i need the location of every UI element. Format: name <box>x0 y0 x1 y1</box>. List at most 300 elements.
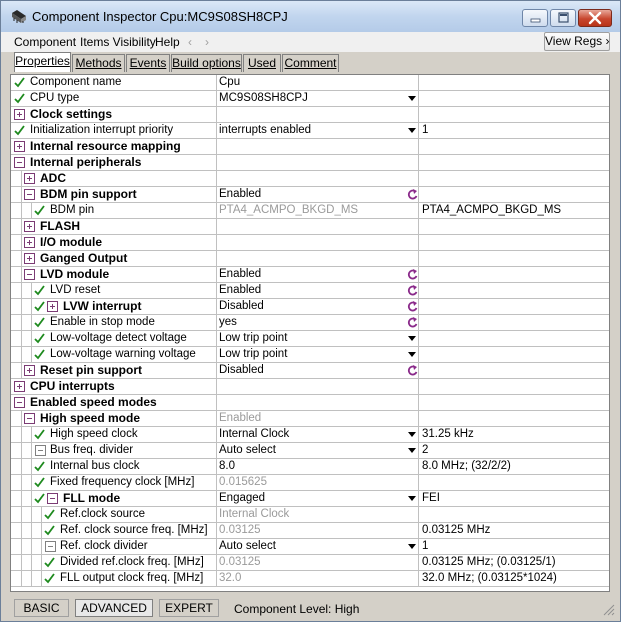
property-detail <box>422 299 607 314</box>
property-row[interactable] <box>11 107 609 123</box>
close-button[interactable] <box>578 9 612 27</box>
property-detail <box>422 267 607 282</box>
column-divider <box>216 299 217 314</box>
property-name: Ref.clock source <box>60 508 146 520</box>
property-row[interactable] <box>11 459 609 475</box>
property-row[interactable] <box>11 171 609 187</box>
property-name: CPU interrupts <box>30 379 115 393</box>
column-divider <box>216 331 217 346</box>
menu-component[interactable]: Component <box>14 35 77 49</box>
property-detail: 2 <box>422 444 429 456</box>
property-detail: 1 <box>422 124 429 136</box>
dropdown-arrow-icon[interactable] <box>407 445 417 456</box>
property-name: LVW interrupt <box>63 299 142 313</box>
checkmark-icon <box>34 285 45 296</box>
column-divider <box>418 203 419 218</box>
property-row[interactable] <box>11 555 609 571</box>
collapse-minus-icon[interactable] <box>14 157 25 168</box>
property-value[interactable]: Disabled <box>219 364 264 376</box>
tree-guide-line <box>31 283 32 299</box>
property-row[interactable] <box>11 267 609 283</box>
property-name: BDM pin support <box>40 187 137 201</box>
property-name: Component name <box>30 76 122 88</box>
basic-level-button[interactable]: BASIC <box>14 599 69 617</box>
column-divider <box>216 571 217 586</box>
property-detail: 31.25 kHz <box>422 428 474 440</box>
property-value[interactable] <box>219 171 415 186</box>
property-value[interactable]: 8.0 <box>219 460 235 472</box>
property-row[interactable] <box>11 427 609 443</box>
expand-plus-icon[interactable] <box>24 237 35 248</box>
window-title: Component Inspector Cpu:MC9S08SH8CPJ <box>32 9 288 24</box>
minimize-icon <box>523 10 547 26</box>
property-row[interactable] <box>11 571 609 587</box>
component-level-text: Component Level: High <box>234 602 360 616</box>
property-row[interactable] <box>11 75 609 91</box>
expand-plus-icon[interactable] <box>14 141 25 152</box>
property-name: FLL mode <box>63 491 121 505</box>
property-name: FLL output clock freq. [MHz] <box>60 572 204 584</box>
expert-level-button[interactable]: EXPERT <box>159 599 219 617</box>
column-divider <box>216 507 217 522</box>
column-divider <box>418 171 419 186</box>
forward-arrow-icon[interactable]: › <box>205 35 209 49</box>
column-divider <box>418 443 419 458</box>
tree-guide-line <box>21 251 22 267</box>
tab-comment[interactable] <box>282 54 339 72</box>
dropdown-arrow-icon[interactable] <box>407 429 417 440</box>
tree-guide-line <box>31 299 32 315</box>
property-row[interactable] <box>11 123 609 139</box>
checkmark-icon <box>34 333 45 344</box>
property-name: Internal resource mapping <box>30 139 181 153</box>
expand-plus-icon[interactable] <box>24 253 35 264</box>
dropdown-arrow-icon[interactable] <box>407 541 417 552</box>
property-detail <box>422 379 607 394</box>
column-divider <box>216 555 217 570</box>
checkmark-icon <box>34 461 45 472</box>
tree-guide-line <box>31 571 32 587</box>
column-divider <box>418 283 419 298</box>
view-regs-button[interactable]: View Regs › <box>544 32 610 51</box>
property-row[interactable] <box>11 235 609 251</box>
column-divider <box>216 171 217 186</box>
tree-guide-line <box>21 523 22 539</box>
collapse-minus-icon[interactable] <box>24 189 35 200</box>
column-divider <box>216 395 217 410</box>
property-name: Clock settings <box>30 107 113 121</box>
column-divider <box>418 491 419 506</box>
property-detail <box>422 363 607 378</box>
column-divider <box>216 379 217 394</box>
property-row[interactable] <box>11 251 609 267</box>
column-divider <box>418 139 419 154</box>
property-value[interactable]: Disabled <box>219 300 264 312</box>
property-name: FLASH <box>40 219 80 233</box>
tree-guide-line <box>31 443 32 459</box>
column-divider <box>418 507 419 522</box>
property-name: I/O module <box>40 235 103 249</box>
property-name: Internal peripherals <box>30 155 142 169</box>
column-divider <box>418 107 419 122</box>
column-divider <box>418 91 419 106</box>
close-icon <box>579 10 611 26</box>
tree-guide-line <box>21 507 22 523</box>
collapsed-box-icon <box>35 445 46 456</box>
tree-guide-line <box>21 267 22 283</box>
property-value[interactable] <box>219 395 415 410</box>
tab-methods[interactable] <box>72 54 125 72</box>
property-row[interactable] <box>11 411 609 427</box>
tree-guide-line <box>31 331 32 347</box>
tree-guide-line <box>21 299 22 315</box>
tree-guide-line <box>21 459 22 475</box>
property-value: Enabled <box>219 412 262 424</box>
column-divider <box>418 539 419 554</box>
property-detail <box>422 475 607 490</box>
dropdown-arrow-icon[interactable] <box>407 349 417 360</box>
tree-guide-line <box>41 507 42 523</box>
property-name: LVD reset <box>50 284 101 296</box>
expand-plus-icon[interactable] <box>14 381 25 392</box>
property-detail: 0.03125 MHz <box>422 524 491 536</box>
expand-plus-icon[interactable] <box>47 301 58 312</box>
property-row[interactable] <box>11 395 609 411</box>
column-divider <box>216 475 217 490</box>
property-detail <box>422 315 607 330</box>
column-divider <box>418 187 419 202</box>
tree-guide-line <box>41 539 42 555</box>
title-bar[interactable] <box>1 1 620 33</box>
property-row[interactable] <box>11 331 609 347</box>
property-name: ADC <box>40 171 66 185</box>
property-name: LVD module <box>40 267 110 281</box>
tree-guide-line <box>21 443 22 459</box>
column-divider <box>418 123 419 138</box>
property-row[interactable] <box>11 379 609 395</box>
tree-guide-line <box>21 315 22 331</box>
property-detail: 1 <box>422 540 429 552</box>
property-row[interactable] <box>11 475 609 491</box>
collapse-minus-icon[interactable] <box>47 493 58 504</box>
column-divider <box>418 315 419 330</box>
column-divider <box>418 555 419 570</box>
property-detail <box>422 411 607 426</box>
checkmark-icon <box>34 349 45 360</box>
property-name: Bus freq. divider <box>50 444 134 456</box>
tree-guide-line <box>21 171 22 187</box>
column-divider <box>216 491 217 506</box>
column-divider <box>418 379 419 394</box>
property-detail <box>422 507 607 522</box>
property-value: Internal Clock <box>219 508 290 520</box>
column-divider <box>418 411 419 426</box>
collapsed-box-icon <box>45 541 56 552</box>
column-divider <box>418 427 419 442</box>
column-divider <box>216 251 217 266</box>
property-name: Low-voltage warning voltage <box>50 348 196 360</box>
property-value[interactable] <box>219 139 415 154</box>
dropdown-arrow-icon[interactable] <box>407 93 417 104</box>
tree-guide-line <box>41 523 42 539</box>
column-divider <box>418 523 419 538</box>
menu-help[interactable]: Help <box>155 35 180 49</box>
property-row[interactable] <box>11 187 609 203</box>
tree-guide-line <box>21 203 22 219</box>
property-value[interactable]: Low trip point <box>219 348 288 360</box>
column-divider <box>216 107 217 122</box>
property-value: 32.0 <box>219 572 242 584</box>
tree-guide-line <box>21 491 22 507</box>
column-divider <box>418 235 419 250</box>
dropdown-arrow-icon[interactable] <box>407 493 417 504</box>
tab-label: Events <box>129 56 167 70</box>
tree-guide-line <box>31 459 32 475</box>
checkmark-icon <box>34 493 45 504</box>
tab-bar <box>1 52 620 72</box>
column-divider <box>216 155 217 170</box>
collapse-minus-icon[interactable] <box>14 397 25 408</box>
tree-guide-line <box>21 219 22 235</box>
tree-guide-line <box>21 571 22 587</box>
column-divider <box>216 427 217 442</box>
property-value[interactable] <box>219 107 415 122</box>
tree-guide-line <box>31 491 32 507</box>
checkmark-icon <box>44 525 55 536</box>
tree-guide-line <box>31 347 32 363</box>
tab-label: Used <box>247 56 276 70</box>
column-divider <box>418 363 419 378</box>
property-value[interactable]: MC9S08SH8CPJ <box>219 92 308 104</box>
property-name: Enabled speed modes <box>30 395 157 409</box>
tree-guide-line <box>21 347 22 363</box>
property-row[interactable] <box>11 523 609 539</box>
column-divider <box>216 283 217 298</box>
tab-build-options[interactable] <box>171 54 242 72</box>
property-detail <box>422 155 607 170</box>
tree-guide-line <box>21 411 22 427</box>
property-row[interactable] <box>11 491 609 507</box>
column-divider <box>418 571 419 586</box>
checkmark-icon <box>34 317 45 328</box>
tab-label: Properties <box>15 54 70 68</box>
menu-bar <box>1 32 620 52</box>
tree-guide-line <box>21 235 22 251</box>
checkmark-icon <box>14 77 25 88</box>
property-row[interactable] <box>11 283 609 299</box>
resize-grip-icon[interactable] <box>601 602 615 616</box>
property-value[interactable]: interrupts enabled <box>219 124 312 136</box>
column-divider <box>418 395 419 410</box>
tree-guide-line <box>21 427 22 443</box>
property-value[interactable] <box>219 155 415 170</box>
property-value: 0.015625 <box>219 476 267 488</box>
collapse-minus-icon[interactable] <box>24 413 35 424</box>
property-value[interactable]: Auto select <box>219 444 276 456</box>
property-detail <box>422 219 607 234</box>
column-divider <box>216 203 217 218</box>
column-divider <box>418 75 419 90</box>
column-divider <box>418 299 419 314</box>
property-value[interactable]: Auto select <box>219 540 276 552</box>
column-divider <box>418 347 419 362</box>
property-row[interactable] <box>11 203 609 219</box>
column-divider <box>216 235 217 250</box>
tree-guide-line <box>31 203 32 219</box>
property-value[interactable] <box>219 219 415 234</box>
property-detail <box>422 283 607 298</box>
column-divider <box>216 123 217 138</box>
column-divider <box>418 267 419 282</box>
component-inspector-icon <box>11 10 27 24</box>
property-row[interactable] <box>11 155 609 171</box>
property-name: High speed clock <box>50 428 138 440</box>
tree-guide-line <box>31 523 32 539</box>
property-value[interactable]: Enabled <box>219 268 262 280</box>
tree-guide-line <box>31 507 32 523</box>
column-divider <box>216 347 217 362</box>
expand-plus-icon[interactable] <box>14 109 25 120</box>
column-divider <box>216 459 217 474</box>
property-value[interactable] <box>219 379 415 394</box>
property-row[interactable] <box>11 539 609 555</box>
property-value[interactable]: Engaged <box>219 492 266 504</box>
property-detail: 32.0 MHz; (0.03125*1024) <box>422 572 557 584</box>
property-name: Fixed frequency clock [MHz] <box>50 476 195 488</box>
property-row[interactable] <box>11 363 609 379</box>
property-grid[interactable] <box>10 74 610 592</box>
column-divider <box>418 155 419 170</box>
property-row[interactable] <box>11 443 609 459</box>
column-divider <box>216 315 217 330</box>
checkmark-icon <box>34 477 45 488</box>
expand-plus-icon[interactable] <box>24 221 35 232</box>
property-name: CPU type <box>30 92 80 104</box>
checkmark-icon <box>44 573 55 584</box>
property-detail <box>422 107 607 122</box>
minimize-button[interactable] <box>522 9 548 27</box>
property-name: Ref. clock divider <box>60 540 148 552</box>
maximize-button[interactable] <box>550 9 576 27</box>
dropdown-arrow-icon[interactable] <box>407 333 417 344</box>
maximize-icon <box>551 10 575 26</box>
column-divider <box>216 187 217 202</box>
property-value: 0.03125 <box>219 556 261 568</box>
tree-guide-line <box>31 539 32 555</box>
column-divider <box>418 459 419 474</box>
property-name: BDM pin <box>50 204 95 216</box>
property-name: Reset pin support <box>40 363 143 377</box>
tab-label: Build options <box>172 56 241 70</box>
property-value[interactable]: Enabled <box>219 284 262 296</box>
property-row[interactable] <box>11 139 609 155</box>
tree-guide-line <box>31 315 32 331</box>
column-divider <box>216 267 217 282</box>
property-name: Ganged Output <box>40 251 128 265</box>
checkmark-icon <box>34 429 45 440</box>
column-divider <box>216 75 217 90</box>
tree-guide-line <box>21 331 22 347</box>
property-detail: FEI <box>422 492 440 504</box>
property-detail <box>422 395 607 410</box>
column-divider <box>418 251 419 266</box>
expand-plus-icon[interactable] <box>24 365 35 376</box>
tree-guide-line <box>21 555 22 571</box>
back-arrow-icon[interactable]: ‹ <box>188 35 192 49</box>
column-divider <box>418 331 419 346</box>
column-divider <box>216 139 217 154</box>
property-detail: 0.03125 MHz; (0.03125/1) <box>422 556 556 568</box>
tree-guide-line <box>21 363 22 379</box>
checkmark-icon <box>44 557 55 568</box>
menu-items-visibility[interactable]: Items Visibility <box>80 35 156 49</box>
property-detail <box>422 171 607 186</box>
property-detail <box>422 75 607 90</box>
tree-guide-line <box>21 187 22 203</box>
column-divider <box>216 539 217 554</box>
checkmark-icon <box>34 301 45 312</box>
advanced-level-button[interactable]: ADVANCED <box>75 599 153 617</box>
property-value[interactable]: yes <box>219 316 237 328</box>
property-value[interactable]: Cpu <box>219 76 241 88</box>
property-row[interactable] <box>11 347 609 363</box>
column-divider <box>418 475 419 490</box>
property-detail <box>422 139 607 154</box>
tab-events[interactable] <box>126 54 170 72</box>
property-value[interactable]: Low trip point <box>219 332 288 344</box>
property-name: Initialization interrupt priority <box>30 124 174 136</box>
checkmark-icon <box>44 509 55 520</box>
tree-guide-line <box>21 475 22 491</box>
property-value: PTA4_ACMPO_BKGD_MS <box>219 204 359 216</box>
column-divider <box>216 523 217 538</box>
property-value[interactable] <box>219 235 415 250</box>
checkmark-icon <box>14 93 25 104</box>
column-divider <box>216 411 217 426</box>
dropdown-arrow-icon[interactable] <box>407 125 417 136</box>
status-bar <box>1 595 620 621</box>
property-name: Ref. clock source freq. [MHz] <box>60 524 208 536</box>
property-detail <box>422 347 607 362</box>
expand-plus-icon[interactable] <box>24 173 35 184</box>
property-row[interactable] <box>11 299 609 315</box>
tree-guide-line <box>31 427 32 443</box>
property-value[interactable]: Internal Clock <box>219 428 290 440</box>
property-name: Low-voltage detect voltage <box>50 332 187 344</box>
property-row[interactable] <box>11 315 609 331</box>
property-value[interactable] <box>219 251 415 266</box>
property-detail <box>422 187 607 202</box>
column-divider <box>216 91 217 106</box>
tree-guide-line <box>31 555 32 571</box>
property-row[interactable] <box>11 507 609 523</box>
tab-properties[interactable] <box>14 52 71 72</box>
tree-guide-line <box>41 571 42 587</box>
collapse-minus-icon[interactable] <box>24 269 35 280</box>
tree-guide-line <box>31 475 32 491</box>
property-detail <box>422 91 607 106</box>
property-value[interactable]: Enabled <box>219 188 262 200</box>
property-name: High speed mode <box>40 411 141 425</box>
tab-used[interactable] <box>243 54 281 72</box>
checkmark-icon <box>14 125 25 136</box>
property-row[interactable] <box>11 91 609 107</box>
column-divider <box>216 363 217 378</box>
property-value: 0.03125 <box>219 524 261 536</box>
property-detail <box>422 331 607 346</box>
tab-label: Methods <box>75 56 122 70</box>
property-row[interactable] <box>11 219 609 235</box>
